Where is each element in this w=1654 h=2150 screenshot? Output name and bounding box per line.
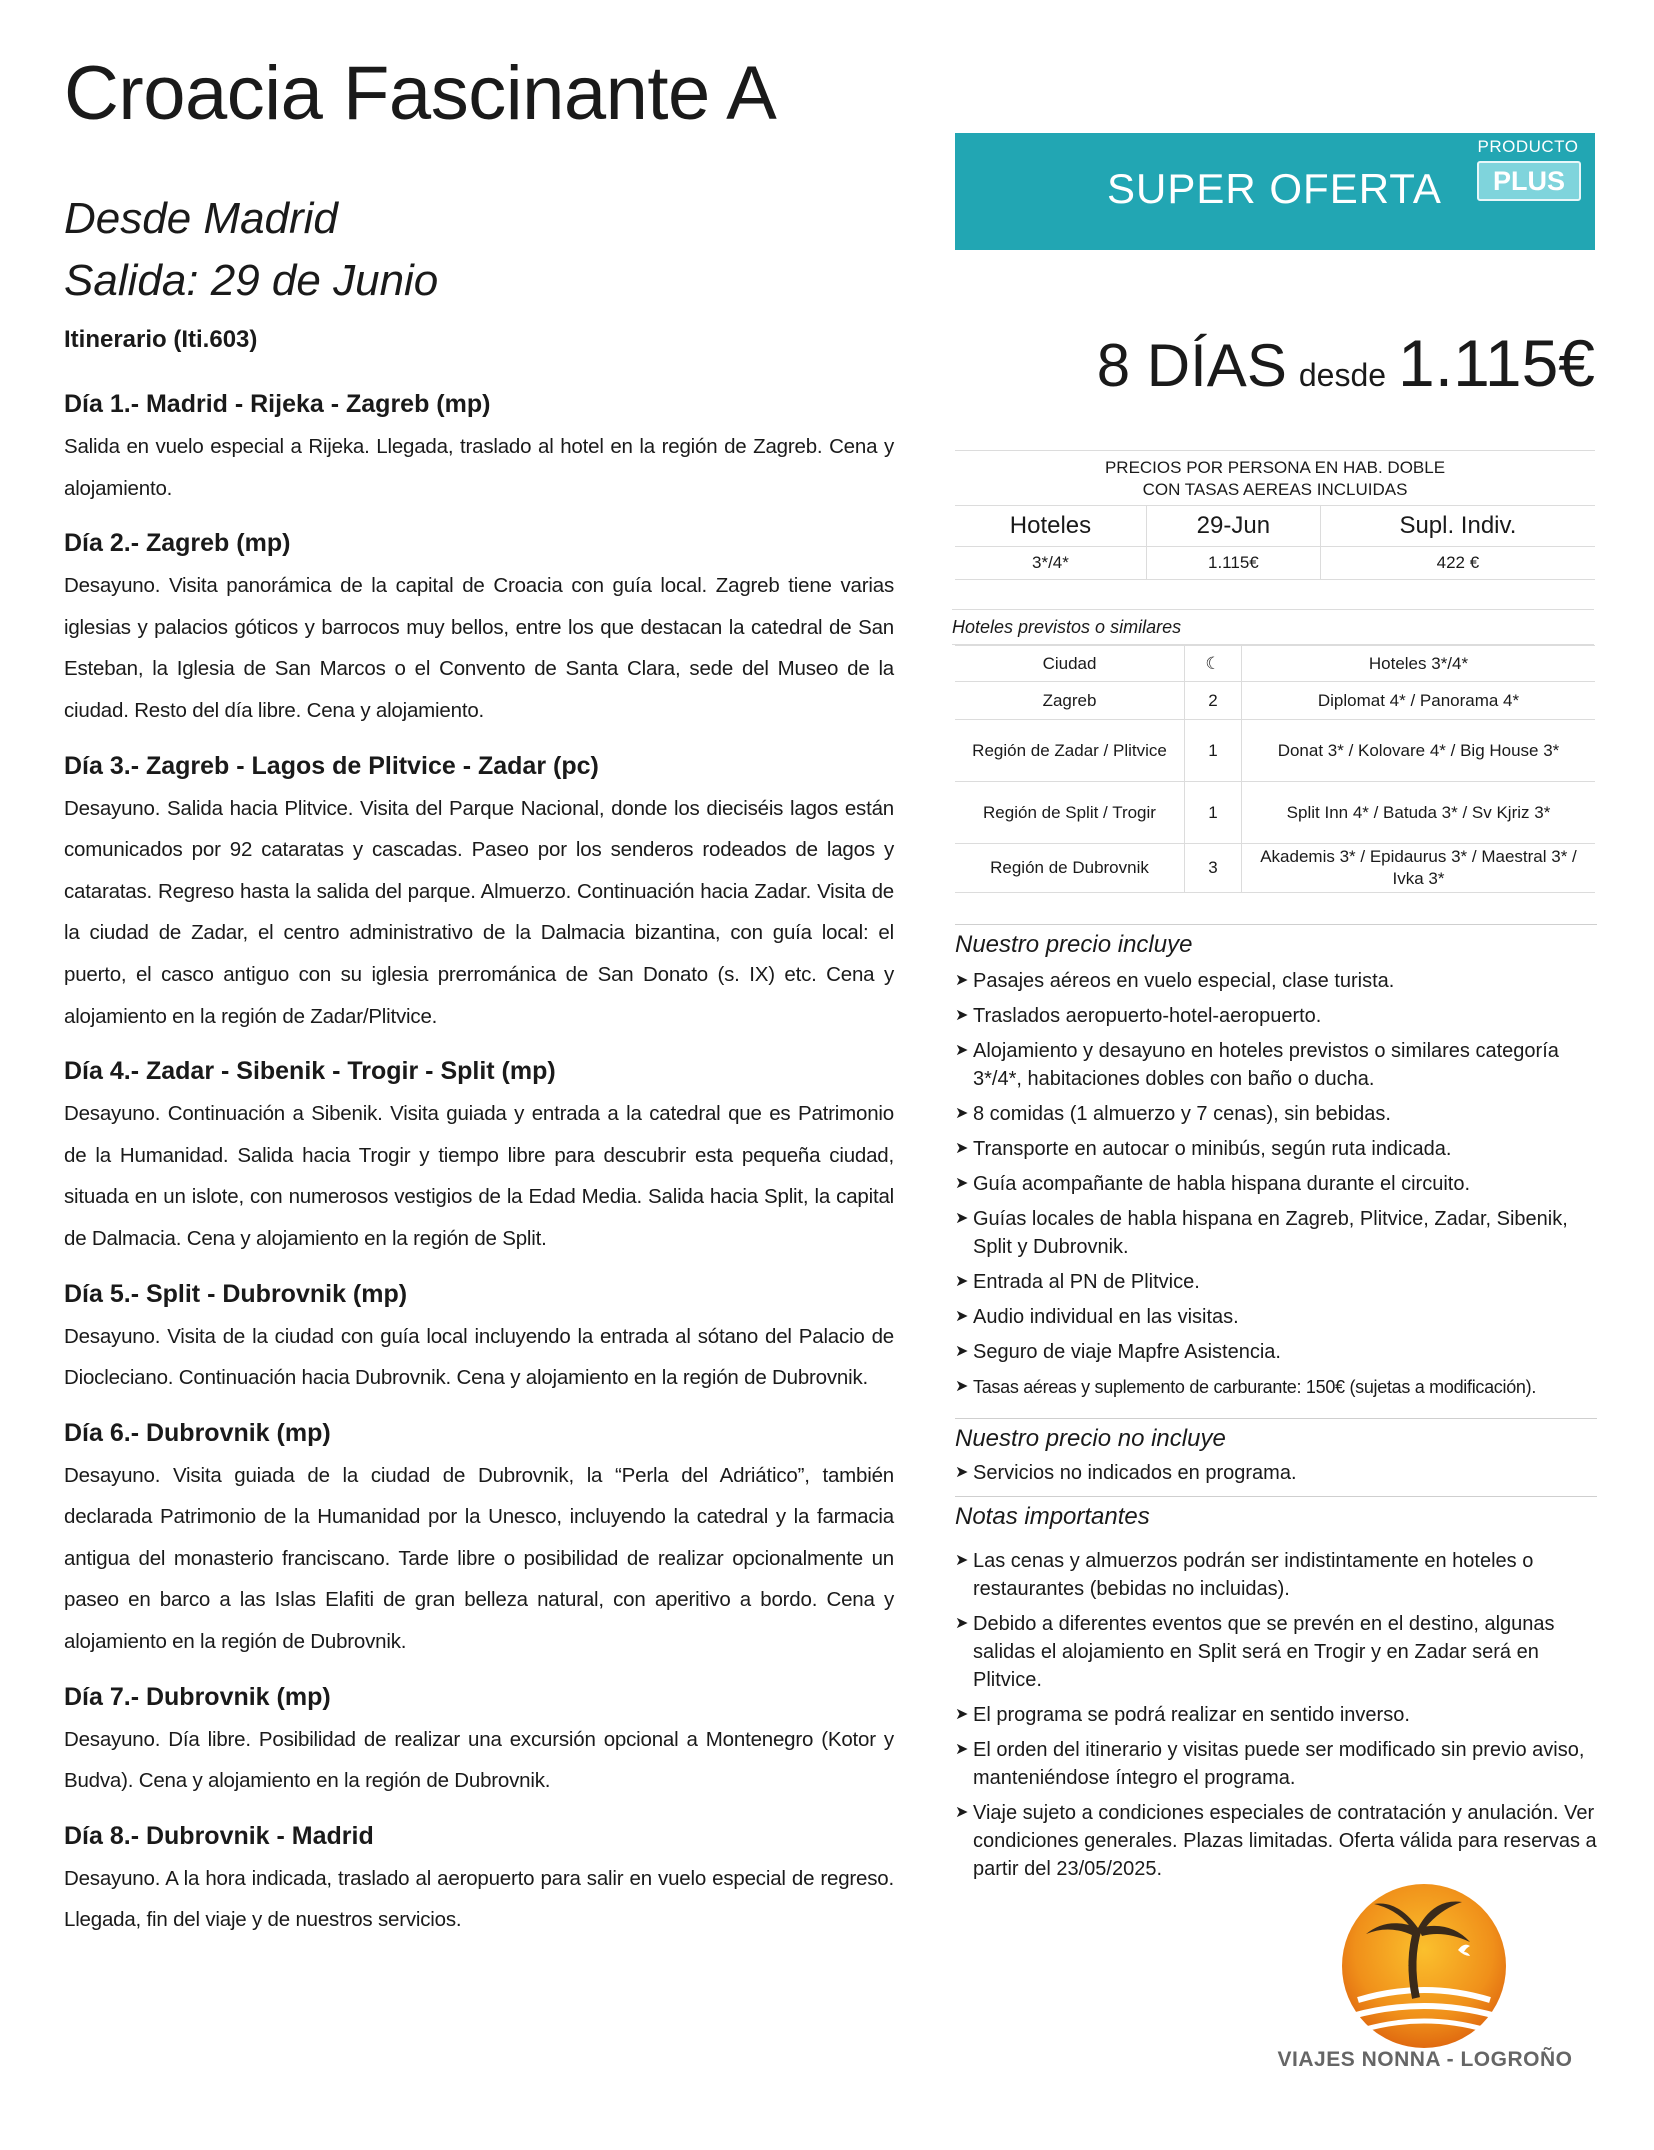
day-6	[64, 1417, 894, 1663]
day-5	[64, 1278, 894, 1399]
price-header-cell: Supl. Indiv.	[1320, 506, 1595, 547]
list-item-text: Pasajes aéreos en vuelo especial, clase turista.	[973, 970, 1395, 992]
list-item	[955, 1170, 1600, 1198]
list-item	[955, 967, 1600, 995]
table-row	[955, 782, 1595, 844]
list-item	[955, 1338, 1600, 1366]
badge-plus-label: PLUS	[1477, 161, 1581, 201]
list-item-text: Seguro de viaje Mapfre Asistencia.	[973, 1341, 1281, 1363]
list-item-text: 8 comidas (1 almuerzo y 7 cenas), sin bebidas.	[973, 1103, 1391, 1125]
arrow-icon: ➤	[955, 1343, 969, 1360]
arrow-icon: ➤	[955, 1464, 969, 1481]
day-text: Desayuno. Día libre. Posibilidad de realizar una excursión opcional a Montenegro (Kotor y Budva). Cena y alojamiento en la región de Dubrovnik.	[64, 1727, 894, 1793]
day-3	[64, 750, 894, 1038]
trip-duration: 8 DÍAS	[1096, 332, 1287, 399]
list-item	[955, 1701, 1600, 1729]
list-item	[955, 1100, 1600, 1128]
list-item-text: Debido a diferentes eventos que se prevén en el destino, algunas salidas el alojamiento en Split será en Trogir y en Zadar será en Plitvice.	[973, 1613, 1555, 1691]
hotels-header-row	[955, 646, 1595, 682]
includes-title: Nuestro precio incluye	[955, 924, 1597, 959]
day-title: Día 4.- Zadar - Sibenik - Trogir - Split (mp)	[64, 1057, 556, 1086]
day-8	[64, 1820, 894, 1941]
arrow-icon: ➤	[955, 972, 969, 989]
day-2	[64, 527, 894, 731]
list-item-text: Transporte en autocar o minibús, según ruta indicada.	[973, 1138, 1452, 1160]
arrow-icon: ➤	[955, 1308, 969, 1325]
arrow-icon: ➤	[955, 1105, 969, 1122]
includes-section	[955, 924, 1600, 1408]
subtitle	[64, 188, 438, 312]
list-item-text: Tasas aéreas y suplemento de carburante: 150€ (sujetas a modificación).	[973, 1377, 1537, 1397]
hotel-names: Diplomat 4* / Panorama 4*	[1242, 682, 1596, 720]
table-row	[955, 720, 1595, 782]
day-title: Día 5.- Split - Dubrovnik (mp)	[64, 1279, 408, 1308]
list-item-text: Entrada al PN de Plitvice.	[973, 1271, 1200, 1293]
list-item-text: Viaje sujeto a condiciones especiales de contratación y anulación. Ver condiciones generales. Plazas limitadas. Oferta válida para reservas a partir del 23/05/2025.	[973, 1802, 1597, 1880]
moon-icon: ☾	[1185, 646, 1242, 682]
list-item	[955, 1610, 1600, 1694]
page-title: Croacia Fascinante A	[64, 51, 777, 136]
price-header-cell: Hoteles	[955, 506, 1146, 547]
offer-banner-text: SUPER OFERTA	[1107, 165, 1442, 212]
list-item-text: El programa se podrá realizar en sentido inverso.	[973, 1704, 1410, 1726]
list-item	[955, 1303, 1600, 1331]
list-item-text: Servicios no indicados en programa.	[973, 1462, 1297, 1484]
arrow-icon: ➤	[955, 1007, 969, 1024]
day-7	[64, 1681, 894, 1802]
list-item-text: Las cenas y almuerzos podrán ser indistintamente en hoteles o restaurantes (bebidas no incluidas).	[973, 1550, 1534, 1600]
hotel-city: Región de Dubrovnik	[955, 844, 1185, 893]
price-header-cell: 29-Jun	[1146, 506, 1320, 547]
price-caption-row	[955, 451, 1595, 506]
list-item	[955, 1002, 1600, 1030]
table-row	[955, 844, 1595, 893]
price-value-cell: 1.115€	[1146, 547, 1320, 580]
excludes-list	[955, 1459, 1600, 1487]
notes-title: Notas importantes	[955, 1496, 1597, 1531]
arrow-icon: ➤	[955, 1210, 969, 1227]
notes-section	[955, 1496, 1600, 1890]
price-value-cell: 3*/4*	[955, 547, 1146, 580]
day-text: Desayuno. A la hora indicada, traslado al aeropuerto para salir en vuelo especial de regreso. Llegada, fin del viaje y de nuestros servicios.	[64, 1866, 894, 1932]
list-item	[955, 1205, 1600, 1261]
itinerary-heading: Itinerario (Iti.603)	[64, 326, 258, 353]
list-item	[955, 1799, 1600, 1883]
price-table	[955, 450, 1595, 580]
hotel-nights: 1	[1185, 720, 1242, 782]
list-item-text: Guía acompañante de habla hispana durante el circuito.	[973, 1173, 1471, 1195]
excludes-title: Nuestro precio no incluye	[955, 1418, 1597, 1453]
day-title: Día 2.- Zagreb (mp)	[64, 529, 291, 558]
hotel-nights: 2	[1185, 682, 1242, 720]
price-amount: 1.115€	[1398, 326, 1595, 400]
hotel-city: Región de Zadar / Plitvice	[955, 720, 1185, 782]
day-title: Día 8.- Dubrovnik - Madrid	[64, 1821, 374, 1850]
price-caption-line: PRECIOS POR PERSONA EN HAB. DOBLE	[1104, 458, 1446, 477]
list-item-text: Traslados aeropuerto-hotel-aeropuerto.	[973, 1005, 1322, 1027]
day-text: Desayuno. Visita de la ciudad con guía local incluyendo la entrada al sótano del Palacio de Diocleciano. Continuación hacia Dubrovnik. Cena y alojamiento en la región de Dubrovnik.	[64, 1324, 894, 1390]
list-item-text: Audio individual en las visitas.	[973, 1306, 1239, 1328]
offer-banner	[955, 133, 1595, 250]
arrow-icon: ➤	[955, 1175, 969, 1192]
hotel-names: Akademis 3* / Epidaurus 3* / Maestral 3* / Ivka 3*	[1242, 844, 1596, 893]
producto-plus-badge	[1467, 135, 1589, 201]
arrow-icon: ➤	[955, 1378, 969, 1395]
hotels-header-cell: Ciudad	[955, 646, 1185, 682]
price-value-cell: 422 €	[1320, 547, 1595, 580]
palm-tree-logo	[1338, 1880, 1510, 2052]
hotel-city: Zagreb	[955, 682, 1185, 720]
arrow-icon: ➤	[955, 1042, 969, 1059]
arrow-icon: ➤	[955, 1273, 969, 1290]
departure-label: Salida: 29 de Junio	[64, 256, 439, 305]
list-item	[955, 1268, 1600, 1296]
arrow-icon: ➤	[955, 1804, 969, 1821]
list-item	[955, 1459, 1600, 1487]
day-text: Salida en vuelo especial a Rijeka. Llegada, traslado al hotel en la región de Zagreb. Cena y alojamiento.	[64, 435, 894, 500]
list-item	[955, 1736, 1600, 1792]
list-item	[955, 1037, 1600, 1093]
arrow-icon: ➤	[955, 1140, 969, 1157]
hotels-table	[955, 645, 1595, 893]
itinerary-days	[64, 388, 894, 1959]
day-title: Día 6.- Dubrovnik (mp)	[64, 1418, 331, 1447]
hotel-nights: 1	[1185, 782, 1242, 844]
hotels-title: Hoteles previstos o similares	[952, 609, 1594, 645]
day-title: Día 1.- Madrid - Rijeka - Zagreb (mp)	[64, 390, 491, 418]
price-from-label: desde	[1298, 357, 1387, 393]
day-title: Día 7.- Dubrovnik (mp)	[64, 1682, 331, 1711]
table-row	[955, 682, 1595, 720]
origin-label: Desde Madrid	[64, 194, 338, 243]
price-headline	[1060, 325, 1595, 401]
hotel-city: Región de Split / Trogir	[955, 782, 1185, 844]
price-value-row	[955, 547, 1595, 580]
arrow-icon: ➤	[955, 1615, 969, 1632]
day-4	[64, 1055, 894, 1259]
list-item-text: Alojamiento y desayuno en hoteles previstos o similares categoría 3*/4*, habitaciones dobles con baño o ducha.	[973, 1040, 1559, 1090]
hotel-names: Split Inn 4* / Batuda 3* / Sv Kjriz 3*	[1242, 782, 1596, 844]
day-1	[64, 388, 894, 509]
hotel-names: Donat 3* / Kolovare 4* / Big House 3*	[1242, 720, 1596, 782]
day-text: Desayuno. Visita panorámica de la capital de Croacia con guía local. Zagreb tiene varias iglesias y palacios góticos y barrocos muy bellos, entre los que destacan la catedral de San Esteban, la Iglesia de San Marcos o el Convento de Santa Clara, sede del Museo de la ciudad. Resto del día libre. Cena y alojamiento.	[64, 574, 894, 722]
price-caption-line: CON TASAS AEREAS INCLUIDAS	[1142, 480, 1408, 499]
list-item	[955, 1373, 1600, 1401]
list-item-text: Guías locales de habla hispana en Zagreb, Plitvice, Zadar, Sibenik, Split y Dubrovnik.	[973, 1208, 1568, 1258]
hotels-header-cell: Hoteles 3*/4*	[1242, 646, 1596, 682]
arrow-icon: ➤	[955, 1552, 969, 1569]
list-item-text: El orden del itinerario y visitas puede ser modificado sin previo aviso, manteniéndose íntegro el programa.	[973, 1739, 1585, 1789]
includes-list	[955, 967, 1600, 1401]
agency-name: VIAJES NONNA - LOGROÑO	[1277, 2048, 1573, 2071]
day-text: Desayuno. Continuación a Sibenik. Visita guiada y entrada a la catedral que es Patrimonio de la Humanidad. Salida hacia Trogir y tiempo libre para descubrir esta pequeña ciudad, situada en un islote, con numerosos vestigios de la Edad Media. Salida hacia Split, la capital de Dalmacia. Cena y alojamiento en la región de Split.	[64, 1102, 894, 1250]
list-item	[955, 1135, 1600, 1163]
day-title: Día 3.- Zagreb - Lagos de Plitvice - Zadar (pc)	[64, 751, 599, 780]
arrow-icon: ➤	[955, 1706, 969, 1723]
arrow-icon: ➤	[955, 1741, 969, 1758]
price-caption	[955, 451, 1595, 506]
hotel-nights: 3	[1185, 844, 1242, 893]
list-item	[955, 1547, 1600, 1603]
day-text: Desayuno. Salida hacia Plitvice. Visita del Parque Nacional, donde los dieciséis lagos están comunicados por 92 cataratas y cascadas. Paseo por los senderos rodeados de lagos y cataratas. Regreso hasta la salida del parque. Almuerzo. Continuación hacia Zadar. Visita de la ciudad de Zadar, el centro administrativo de la Dalmacia bizantina, con guía local: el puerto, el casco antiguo con su iglesia prerrománica de San Donato (s. IX) etc. Cena y alojamiento en la región de Zadar/Plitvice.	[64, 796, 894, 1028]
excludes-section	[955, 1418, 1600, 1494]
badge-top-label: PRODUCTO	[1477, 137, 1579, 156]
notes-list	[955, 1547, 1600, 1883]
day-text: Desayuno. Visita guiada de la ciudad de Dubrovnik, la “Perla del Adriático”, también declarada Patrimonio de la Humanidad por la Unesco, incluyendo la catedral y la farmacia antigua del monasterio franciscano. Tarde libre o posibilidad de realizar opcionalmente un paseo en barco a las Islas Elafiti de gran belleza natural, con aperitivo a bordo. Cena y alojamiento en la región de Dubrovnik.	[64, 1463, 894, 1654]
price-header-row	[955, 506, 1595, 547]
